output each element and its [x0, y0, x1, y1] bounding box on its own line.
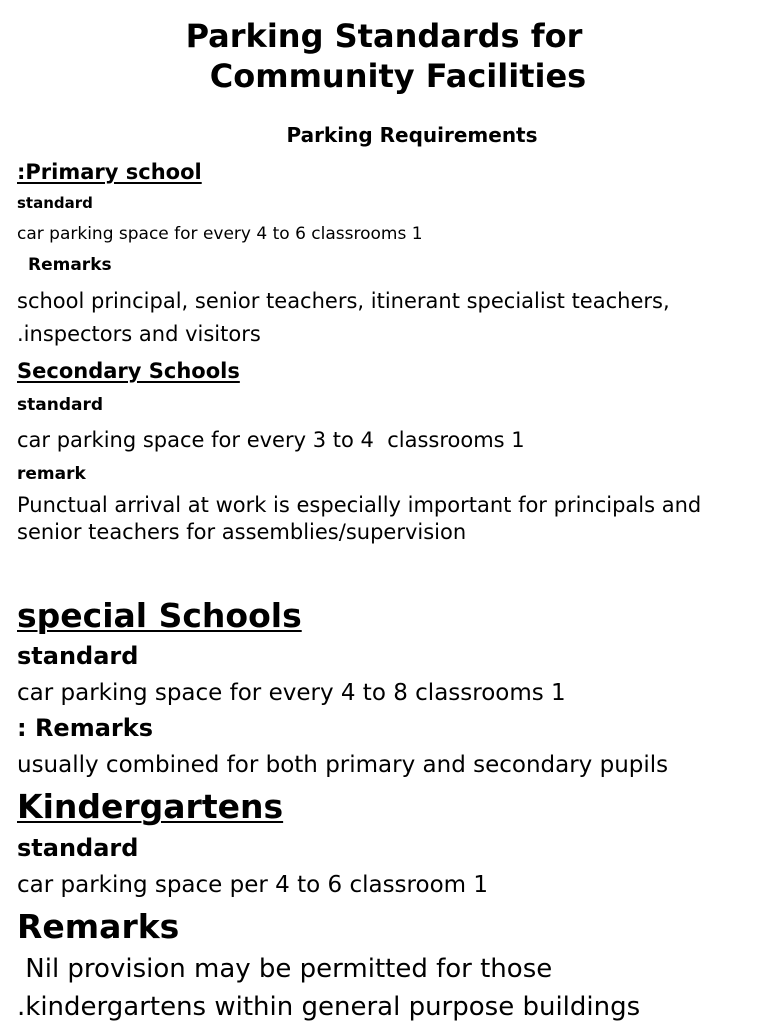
primary-school-heading: :Primary school [17, 160, 202, 184]
primary-remarks-line2: .inspectors and visitors [17, 322, 261, 346]
kindergartens-remarks-line1: Nil provision may be permitted for those [17, 954, 553, 984]
kindergartens-remarks-line2: .kindergartens within general purpose buildings [17, 992, 641, 1022]
secondary-standard-label: standard [17, 395, 104, 415]
primary-standard-label: standard [17, 194, 93, 212]
section-subtitle: Parking Requirements [286, 123, 538, 147]
secondary-schools-heading: Secondary Schools [17, 359, 240, 383]
page-title-line1: Parking Standards for [185, 17, 583, 55]
secondary-standard-text: car parking space for every 3 to 4 classrooms 1 [17, 428, 525, 452]
secondary-remarks-line1: Punctual arrival at work is especially important for principals and [17, 493, 702, 517]
primary-remarks-line1: school principal, senior teachers, itinerant specialist teachers, [17, 289, 670, 313]
kindergartens-standard-label: standard [17, 834, 139, 862]
special-remarks-text: usually combined for both primary and secondary pupils [17, 752, 669, 778]
kindergartens-heading: Kindergartens [17, 787, 284, 826]
special-schools-heading: special Schools [17, 596, 302, 635]
page-title-line2: Community Facilities [209, 57, 587, 95]
primary-remarks-label: Remarks [28, 255, 112, 275]
kindergartens-remarks-label: Remarks [17, 907, 180, 946]
kindergartens-standard-text: car parking space per 4 to 6 classroom 1 [17, 872, 488, 898]
special-standard-label: standard [17, 642, 139, 670]
special-standard-text: car parking space for every 4 to 8 classrooms 1 [17, 680, 566, 706]
primary-standard-text: car parking space for every 4 to 6 classrooms 1 [17, 224, 423, 244]
secondary-remarks-label: remark [17, 464, 86, 484]
secondary-remarks-line2: senior teachers for assemblies/supervision [17, 520, 467, 544]
special-remarks-label: : Remarks [17, 714, 153, 742]
